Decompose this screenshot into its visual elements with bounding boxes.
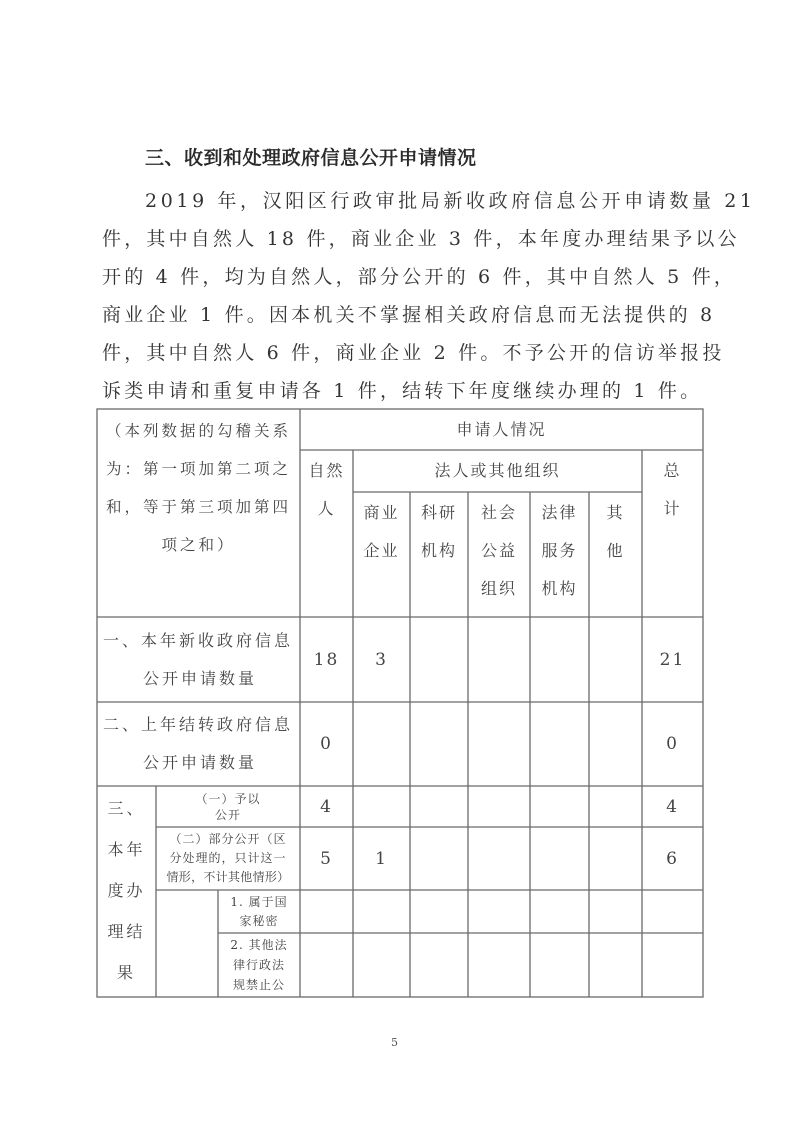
header-line: 机构 bbox=[541, 579, 578, 598]
row-label-line: 公开 bbox=[214, 807, 241, 822]
header-line: 人 bbox=[317, 499, 336, 518]
cell-total: 0 bbox=[666, 734, 679, 754]
row-label-new-requests bbox=[97, 617, 300, 702]
org-col-public-welfare bbox=[468, 494, 530, 614]
org-col-other bbox=[589, 494, 642, 614]
header-line: 其 bbox=[606, 503, 625, 522]
row-group-line: 三、 bbox=[107, 799, 146, 818]
row-label-line: 公开申请数量 bbox=[143, 668, 258, 688]
header-line: 组织 bbox=[480, 579, 517, 598]
org-col-research bbox=[410, 494, 468, 614]
corner-note-line: 和，等于第三项加第四 bbox=[105, 498, 291, 516]
cell-natural: 18 bbox=[313, 649, 340, 670]
paragraph-line: 件，其中自然人 18 件，商业企业 3 件，本年度办理结果予以公 bbox=[102, 228, 740, 250]
page-number: 5 bbox=[391, 1036, 398, 1049]
header-line: 服务 bbox=[541, 541, 578, 560]
legal-entity-header: 法人或其他组织 bbox=[434, 461, 561, 480]
row-label-line: 2. 其他法 bbox=[230, 938, 288, 952]
row-label-line: 1. 属于国 bbox=[230, 894, 288, 909]
natural-person-header bbox=[300, 452, 353, 532]
row-label-line: （一）予以 bbox=[195, 791, 261, 806]
row-group-line: 本年 bbox=[107, 840, 146, 859]
header-line: 计 bbox=[663, 499, 682, 518]
row-label-line: 分处理的，只计这一 bbox=[169, 851, 287, 865]
paragraph-line: 诉类申请和重复申请各 1 件，结转下年度继续办理的 1 件。 bbox=[102, 380, 703, 402]
row-label-line: 公开申请数量 bbox=[143, 753, 258, 772]
row-label-disclosed bbox=[156, 786, 300, 827]
header-line: 商业 bbox=[363, 503, 400, 522]
cell-total: 4 bbox=[666, 796, 679, 817]
header-line: 机构 bbox=[420, 541, 457, 560]
row-label-partially-disclosed bbox=[156, 827, 300, 890]
corner-note-line: （本列数据的勾稽关系 bbox=[105, 422, 291, 440]
org-col-commercial bbox=[353, 494, 410, 614]
cell-natural: 5 bbox=[320, 848, 333, 869]
row-label-prohibited-by-law bbox=[218, 933, 300, 997]
total-header bbox=[642, 452, 703, 532]
header-line: 自然 bbox=[308, 461, 345, 480]
row-label-line: 规禁止公 bbox=[232, 978, 285, 992]
header-line: 公益 bbox=[480, 541, 517, 560]
header-line: 总 bbox=[663, 461, 682, 480]
applicant-header: 申请人情况 bbox=[456, 419, 547, 439]
cell-commercial: 1 bbox=[375, 848, 388, 869]
cell-total: 21 bbox=[659, 649, 686, 670]
row-group-label-results bbox=[97, 788, 156, 997]
row-label-line: 家秘密 bbox=[239, 913, 279, 928]
paragraph-line: 件，其中自然人 6 件，商业企业 2 件。不予公开的信访举报投 bbox=[102, 342, 725, 364]
corner-note-line: 为：第一项加第二项之 bbox=[105, 460, 291, 478]
row-label-line: 律行政法 bbox=[232, 958, 285, 972]
org-col-legal-service bbox=[530, 494, 589, 614]
row-label-line: （二）部分公开（区 bbox=[169, 832, 287, 846]
section-heading: 三、收到和处理政府信息公开申请情况 bbox=[145, 147, 477, 169]
cell-natural: 4 bbox=[320, 796, 333, 817]
paragraph-line: 开的 4 件，均为自然人，部分公开的 6 件，其中自然人 5 件， bbox=[102, 266, 737, 288]
header-line: 科研 bbox=[420, 503, 457, 522]
paragraph-line: 2019 年，汉阳区行政审批局新收政府信息公开申请数量 21 bbox=[145, 190, 756, 212]
row-group-line: 度办 bbox=[107, 881, 146, 900]
header-line: 社会 bbox=[480, 503, 517, 522]
cell-total: 6 bbox=[666, 848, 679, 869]
cell-commercial: 3 bbox=[375, 649, 388, 670]
corner-note bbox=[97, 412, 300, 572]
row-label-line: 二、上年结转政府信息 bbox=[103, 715, 294, 734]
row-label-state-secret bbox=[218, 890, 300, 933]
row-group-line: 果 bbox=[116, 963, 136, 982]
header-line: 企业 bbox=[363, 541, 400, 560]
row-group-line: 理结 bbox=[107, 922, 146, 941]
row-label-carried-over bbox=[97, 702, 300, 786]
cell-natural: 0 bbox=[320, 734, 333, 754]
row-label-line: 一、本年新收政府信息 bbox=[103, 630, 294, 650]
row-label-line: 情形，不计其他情形） bbox=[166, 870, 290, 884]
paragraph-line: 商业企业 1 件。因本机关不掌握相关政府信息而无法提供的 8 bbox=[102, 304, 716, 326]
corner-note-line: 项之和） bbox=[161, 536, 236, 554]
header-line: 他 bbox=[606, 541, 625, 560]
header-line: 法律 bbox=[541, 503, 578, 522]
